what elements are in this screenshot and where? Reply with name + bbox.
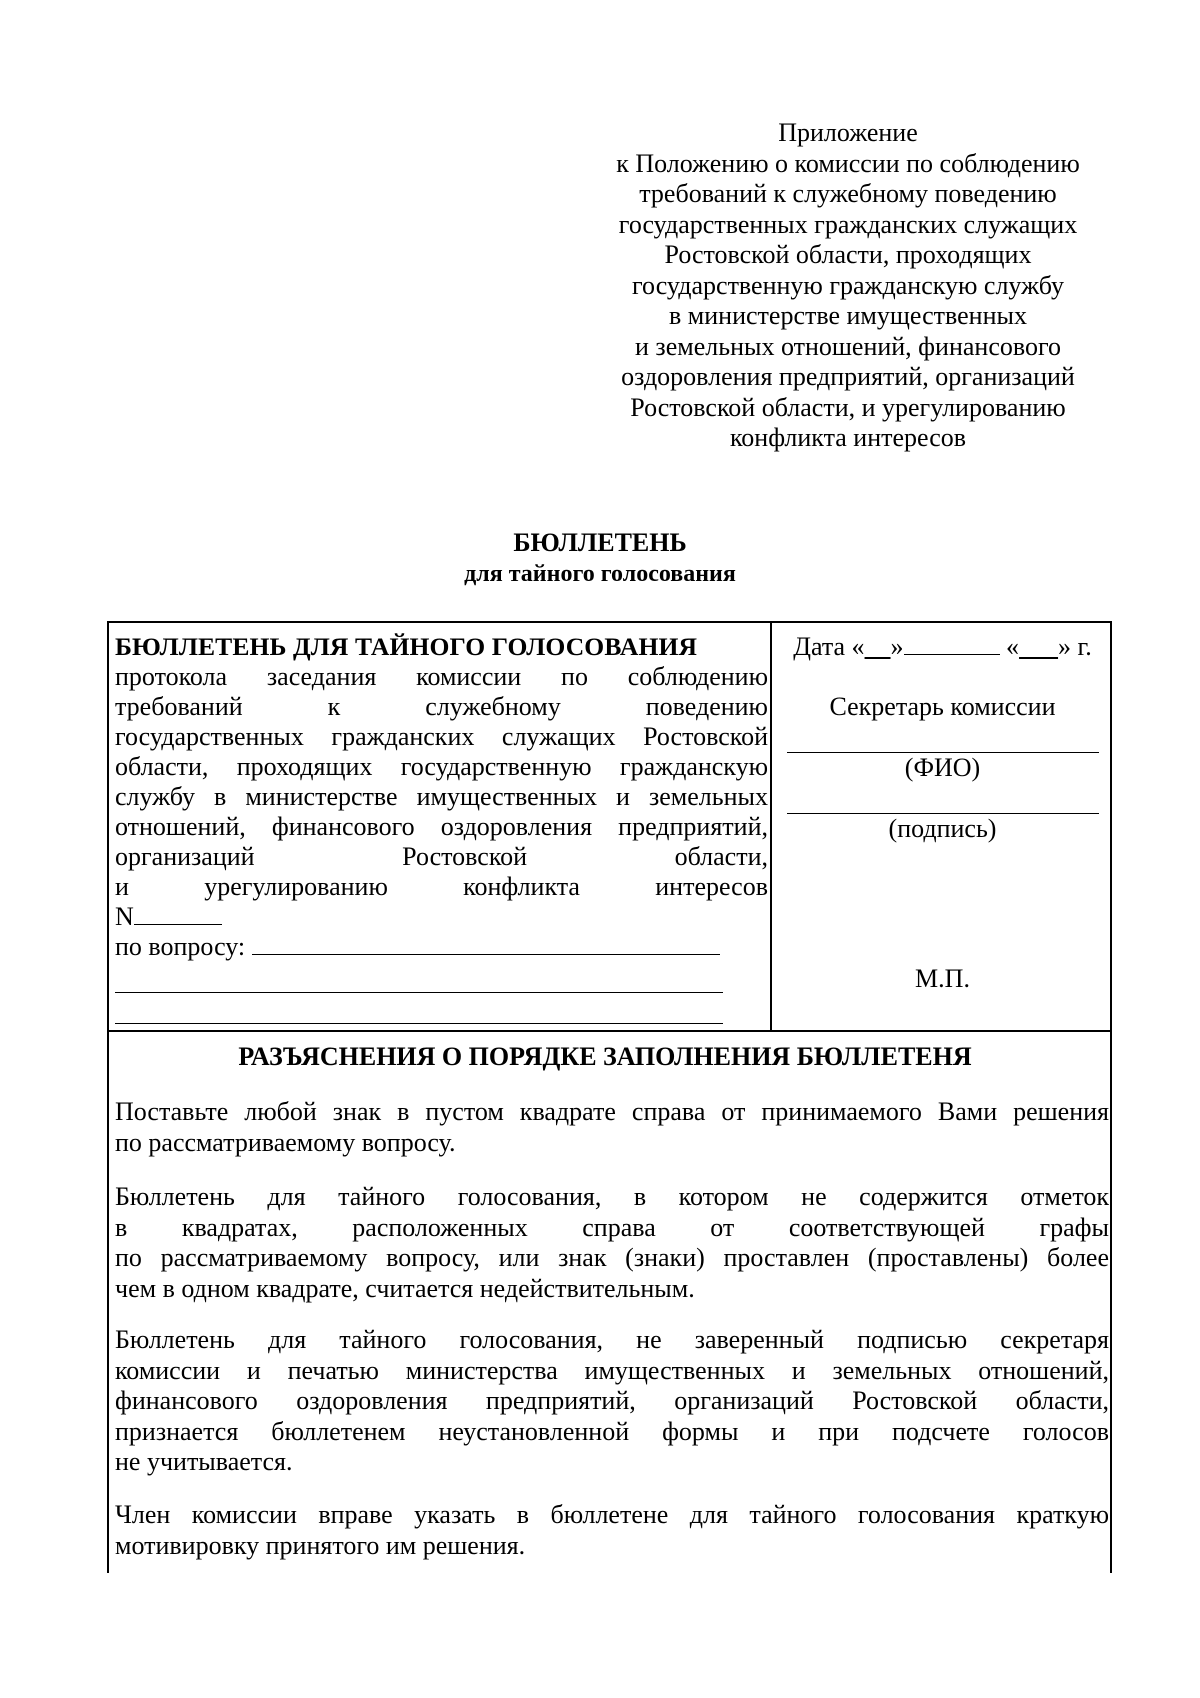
secretary-fio-field[interactable] xyxy=(787,722,1099,753)
protocol-number-line xyxy=(115,902,768,932)
signature-caption: (подпись) xyxy=(888,814,997,843)
appendix-line: Ростовской области, проходящих xyxy=(664,240,1032,269)
table-column-divider xyxy=(770,621,772,1030)
paragraph-line: признается бюллетенем неустановленной формы и при подсчете голосов xyxy=(115,1416,1109,1446)
question-label: по вопросу: xyxy=(115,932,246,961)
date-year-suffix: г. xyxy=(1077,632,1092,661)
ballot-text-line: и урегулированию конфликта интересов xyxy=(115,872,768,901)
ballot-text-line: протокола заседания комиссии по соблюдению xyxy=(115,662,768,691)
paragraph-line: чем в одном квадрате, считается недействительным. xyxy=(115,1273,695,1303)
appendix-line: к Положению о комиссии по соблюдению xyxy=(616,148,1080,178)
ballot-text-line: области, проходящих государственную гражданскую xyxy=(115,752,768,781)
document-subtitle: для тайного голосования xyxy=(464,561,736,587)
paragraph-line: комиссии и печатью министерства имущественных и земельных отношений, xyxy=(115,1355,1109,1385)
question-field-continued[interactable] xyxy=(115,962,723,993)
paragraph-line: по рассматриваемому вопросу, или знак (знаки) проставлен (проставлены) более xyxy=(115,1243,1109,1272)
protocol-number-label: N xyxy=(115,902,134,931)
appendix-line: Ростовской области, и урегулированию xyxy=(630,392,1066,422)
paragraph-line: Бюллетень для тайного голосования, не заверенный подписью секретаря xyxy=(115,1325,1109,1354)
date-label: Дата xyxy=(793,632,846,661)
explanation-title: РАЗЪЯСНЕНИЯ О ПОРЯДКЕ ЗАПОЛНЕНИЯ БЮЛЛЕТЕНЯ xyxy=(238,1042,972,1071)
appendix-line: государственную гражданскую службу xyxy=(632,270,1064,300)
secretary-signature-field[interactable] xyxy=(787,783,1099,814)
explanation-paragraph xyxy=(115,1097,1109,1158)
date-line xyxy=(775,632,1110,662)
ballot-text-line: государственных гражданских служащих Ростовской xyxy=(115,722,768,751)
appendix-line: оздоровления предприятий, организаций xyxy=(621,362,1075,391)
date-year-field[interactable]: « » xyxy=(1006,632,1072,661)
ballot-text-line: отношений, финансового оздоровления предприятий, xyxy=(115,812,768,841)
fio-caption: (ФИО) xyxy=(904,753,981,782)
stamp-placeholder: М.П. xyxy=(915,964,970,993)
table-right-border xyxy=(1110,621,1112,1573)
ballot-right-cell xyxy=(775,632,1110,993)
explanation-paragraph xyxy=(115,1182,1109,1304)
date-day-field[interactable]: « » xyxy=(851,632,904,661)
appendix-line: конфликта интересов xyxy=(729,423,967,452)
paragraph-line: финансового оздоровления предприятий, организаций Ростовской области, xyxy=(115,1386,1109,1415)
table-row-divider xyxy=(107,1030,1111,1032)
question-line xyxy=(115,932,768,962)
paragraph-line: по рассматриваемому вопросу. xyxy=(115,1127,456,1157)
question-field[interactable] xyxy=(252,932,720,955)
appendix-line: требований к служебному поведению xyxy=(639,179,1057,208)
ballot-text-line: службу в министерстве имущественных и земельных xyxy=(115,782,768,811)
ballot-heading: БЮЛЛЕТЕНЬ ДЛЯ ТАЙНОГО ГОЛОСОВАНИЯ xyxy=(115,632,698,661)
explanation-paragraph xyxy=(115,1500,1109,1561)
ballot-text-line: требований к служебному поведению xyxy=(115,692,768,721)
paragraph-line: Бюллетень для тайного голосования, в котором не содержится отметок xyxy=(115,1182,1109,1211)
paragraph-line: в квадратах, расположенных справа от соответствующей графы xyxy=(115,1212,1109,1242)
date-month-field[interactable] xyxy=(904,632,1000,655)
explanation-paragraph xyxy=(115,1325,1109,1478)
appendix-line: и земельных отношений, финансового xyxy=(635,331,1061,361)
appendix-header xyxy=(588,118,1108,454)
document-title: БЮЛЛЕТЕНЬ xyxy=(513,528,687,557)
question-field-continued[interactable] xyxy=(115,993,723,1024)
secretary-label: Секретарь комиссии xyxy=(829,692,1056,721)
paragraph-line: не учитывается. xyxy=(115,1447,293,1476)
table-left-border xyxy=(107,621,109,1573)
paragraph-line: Член комиссии вправе указать в бюллетене для тайного голосования краткую xyxy=(115,1500,1109,1529)
paragraph-line: мотивировку принятого им решения. xyxy=(115,1530,526,1560)
table-top-border xyxy=(107,621,1111,623)
appendix-line: в министерстве имущественных xyxy=(669,301,1027,330)
protocol-number-field[interactable] xyxy=(134,902,222,925)
ballot-left-cell xyxy=(115,632,768,1024)
appendix-line: Приложение xyxy=(778,118,918,147)
appendix-line: государственных гражданских служащих xyxy=(618,209,1078,239)
ballot-text-line: организаций Ростовской области, xyxy=(115,842,768,871)
paragraph-line: Поставьте любой знак в пустом квадрате справа от принимаемого Вами решения xyxy=(115,1097,1109,1126)
